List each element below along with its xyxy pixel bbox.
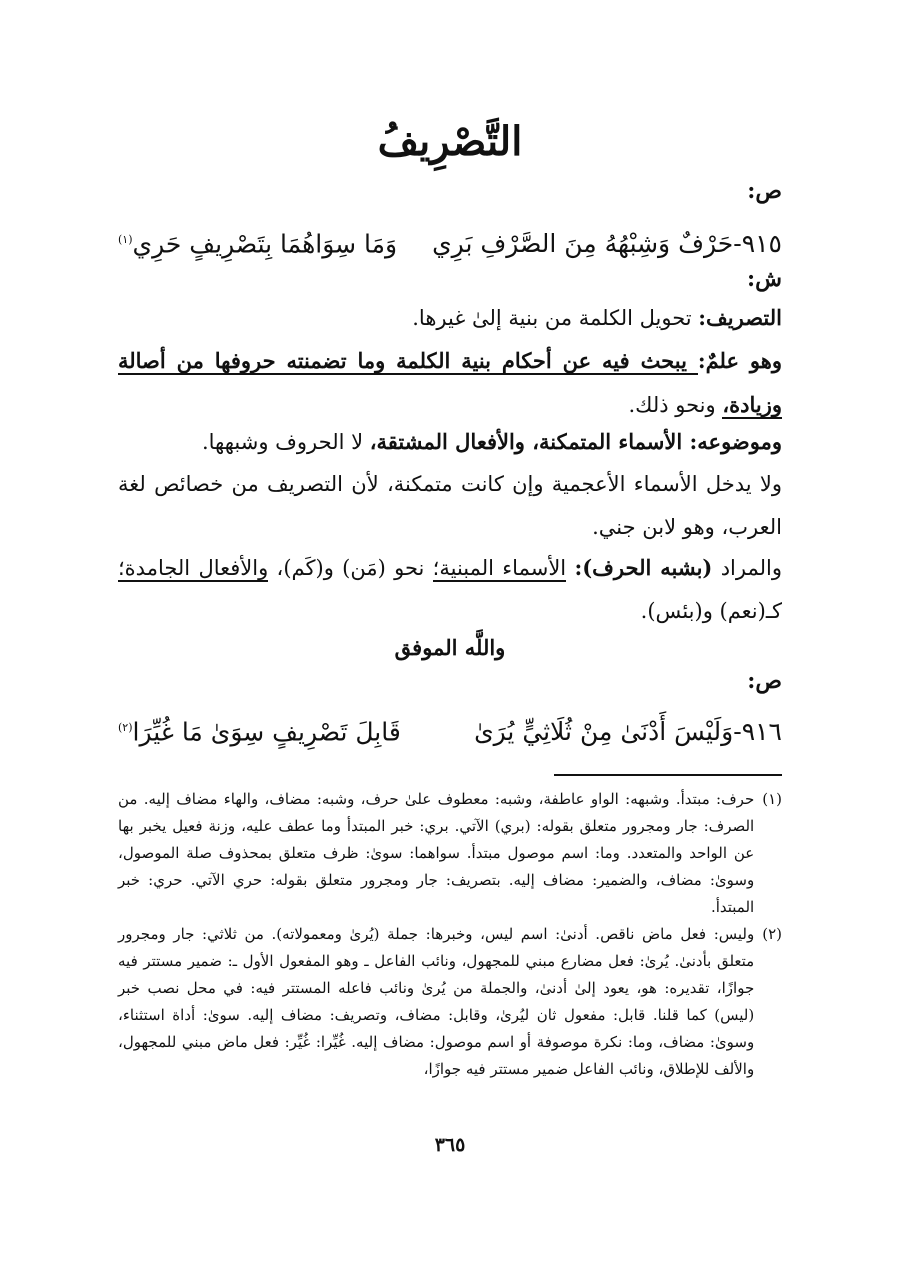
footnote-number: (١) [762, 790, 782, 808]
verse-915-second-half: وَمَا سِوَاهُمَا بِتَصْرِيفٍ حَرِي$^{(١)}$ [118, 229, 398, 259]
meaning-bold: (بشبه الحرف): [574, 555, 713, 580]
footnote-text: حرف: مبتدأ. وشبهه: الواو عاطفة، وشبه: معطوف علىٰ حرف، وشبه: مضاف، والهاء مضاف إليه. من الصرف: جار ومجرور متعلق بقوله: (بري) الآتي. بري: خبر المبتدأ وما عطف عليه، وزنة فعيل يخبر بها عن الواحد والمتعدد. وما: اسم موصول مبتدأ. سواهما: سوىٰ: ظرف متعلق بمحذوف صلة الموصول، وسوىٰ: مضاف، والضمير: مضاف إليه. بتصريف: جار ومجرور متعلق بقوله: حري الآتي. حري: خبر المبتدأ. [118, 790, 755, 916]
verse-916-first-half: ٩١٦-وَلَيْسَ أَدْنَىٰ مِنْ ثُلَاثِيٍّ يُرَىٰ [474, 717, 782, 747]
verse-916-second-half: قَابِلَ تَصْرِيفٍ سِوَىٰ مَا غُيِّرَا$^{(٢)}$ [118, 717, 401, 747]
science-paragraph [118, 339, 782, 427]
meaning-paragraph [118, 546, 782, 633]
meaning-text-3: نحو (مَن) و(كَم)، [268, 556, 433, 580]
footnotes [118, 786, 782, 1083]
definition-paragraph [118, 296, 782, 340]
science-lead: وهو علمٌ: [697, 348, 782, 373]
meaning-underline-1: الأسماء المبنية؛ [432, 556, 567, 580]
verse-915 [118, 220, 782, 264]
definition-text: تحويل الكلمة من بنية إلىٰ غيرها. [412, 306, 699, 330]
definition-term: التصريف: [698, 305, 782, 330]
footnote-number: (٢) [762, 925, 782, 943]
meaning-text-1: والمراد [712, 556, 782, 580]
subject-tail: لا الحروف وشبهها. [201, 430, 370, 454]
verse-915-first-half: ٩١٥-حَرْفٌ وَشِبْهُهُ مِنَ الصَّرْفِ بَرِي [432, 229, 782, 259]
science-tail: ونحو ذلك. [628, 393, 723, 417]
verse-916 [118, 708, 782, 752]
chapter-title: التَّصْرِيفُ [377, 118, 523, 165]
foreign-paragraph: ولا يدخل الأسماء الأعجمية وإن كانت متمكنة، لأن التصريف من خصائص لغة العرب، وهو لابن جني. [118, 472, 782, 539]
text-marker: ص: [747, 178, 782, 204]
science-underlined: يبحث فيه عن أحكام بنية الكلمة وما تضمنته حروفها من أصالة وزيادة، [118, 348, 782, 417]
footnote-2 [118, 921, 782, 1083]
subject-lead: وموضوعه: [689, 429, 782, 454]
page-number: ٣٦٥ [434, 1134, 466, 1156]
footnote-ref-1[interactable]: (١) [118, 233, 133, 246]
footnote-text: وليس: فعل ماض ناقص. أدنىٰ: اسم ليس، وخبرها: جملة (يُرىٰ ومعمولاته). من ثلاثي: جار ومجرور متعلق بأدنىٰ. يُرىٰ: فعل مضارع مبني للمجهول، ونائب الفاعل ـ وهو المفعول الأول ـ: ضمير مستتر فيه جوازًا، تقديره: هو، يعود إلىٰ أدنىٰ، والجملة من يُرىٰ ونائب فاعله المستتر فيه: في محل نصب خبر (ليس) كما قلنا. قابل: مفعول ثان ليُرىٰ، وقابل: مضاف، وتصريف: مضاف إليه. سوىٰ: أداة استثناء، وسوىٰ: مضاف، وما: نكرة موصوفة أو اسم موصول: مضاف إليه. غُيِّرا: غُيِّر: فعل ماض مبني للمجهول، والألف للإطلاق، ونائب الفاعل ضمير مستتر فيه جوازًا، [118, 925, 755, 1078]
text-marker-2: ص: [747, 668, 782, 694]
footnote-ref-2[interactable]: (٢) [118, 721, 133, 734]
closing-phrase: واللَّه الموفق [394, 635, 506, 660]
meaning-text-4: كـ(نعم) و(بئس). [640, 599, 782, 623]
subject-paragraph [118, 420, 782, 464]
footnote-1 [118, 786, 782, 921]
subject-bold: الأسماء المتمكنة، والأفعال المشتقة، [369, 429, 690, 454]
commentary-marker: ش: [747, 266, 782, 292]
meaning-underline-2: والأفعال الجامدة؛ [118, 556, 269, 580]
footnote-separator [554, 774, 782, 776]
